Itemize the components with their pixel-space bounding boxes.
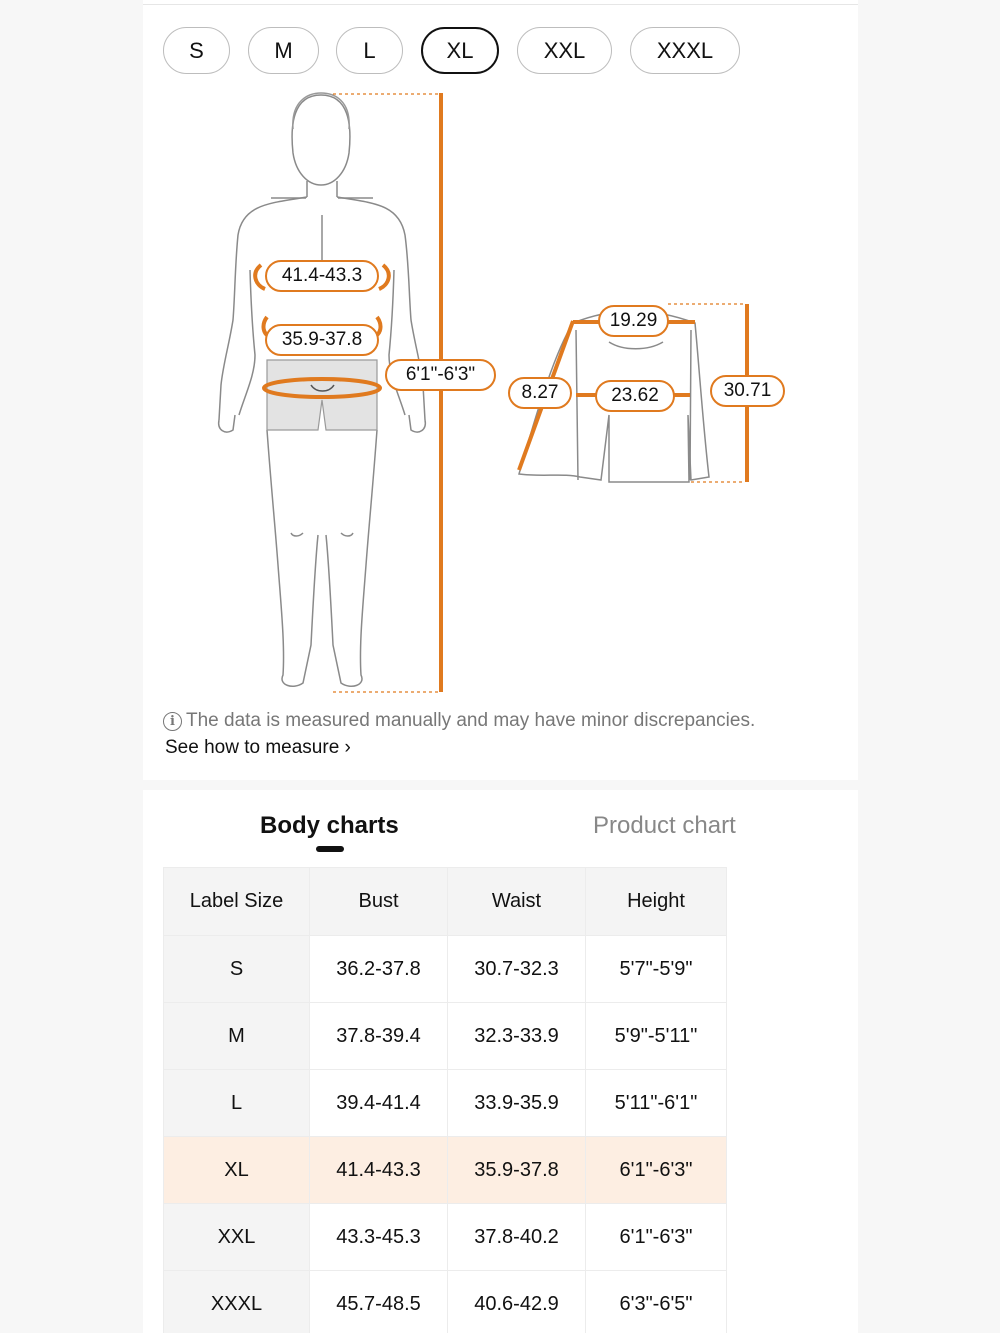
cell-waist: 33.9-35.9 — [448, 1070, 586, 1137]
cell-size: M — [164, 1003, 310, 1070]
cell-size: XL — [164, 1137, 310, 1204]
size-option-s[interactable]: S — [163, 27, 230, 74]
divider — [143, 4, 858, 5]
size-option-xxxl[interactable]: XXXL — [630, 27, 740, 74]
cell-bust: 43.3-45.3 — [310, 1204, 448, 1271]
chest-label: 23.62 — [595, 380, 675, 412]
tab-body-charts[interactable]: Body charts — [260, 812, 399, 839]
size-guide-panel — [143, 0, 858, 780]
cell-size: S — [164, 936, 310, 1003]
info-icon: i — [163, 712, 182, 731]
cell-bust: 36.2-37.8 — [310, 936, 448, 1003]
cell-height: 5'11"-6'1" — [586, 1070, 727, 1137]
see-how-to-measure-link[interactable] — [165, 737, 351, 759]
cell-waist: 32.3-33.9 — [448, 1003, 586, 1070]
measurement-note-text: The data is measured manually and may have minor discrepancies. — [186, 710, 756, 731]
table-header-row — [164, 868, 727, 936]
cell-waist: 30.7-32.3 — [448, 936, 586, 1003]
size-option-xxl[interactable]: XXL — [517, 27, 612, 74]
header-bust: Bust — [310, 868, 448, 936]
shoulder-label: 19.29 — [598, 305, 669, 337]
cell-bust: 41.4-43.3 — [310, 1137, 448, 1204]
length-label: 30.71 — [710, 375, 785, 407]
header-label-size: Label Size — [164, 868, 310, 936]
cell-size: XXXL — [164, 1271, 310, 1333]
header-height: Height — [586, 868, 727, 936]
table-row — [164, 1070, 727, 1137]
measure-link-label: See how to measure — [165, 737, 340, 758]
cell-height: 6'3"-6'5" — [586, 1271, 727, 1333]
chevron-right-icon: › — [344, 737, 351, 758]
measurement-note — [163, 710, 755, 732]
cell-waist: 35.9-37.8 — [448, 1137, 586, 1204]
cell-bust: 45.7-48.5 — [310, 1271, 448, 1333]
table-row-selected — [164, 1137, 727, 1204]
cell-waist: 40.6-42.9 — [448, 1271, 586, 1333]
cell-waist: 37.8-40.2 — [448, 1204, 586, 1271]
size-table — [163, 867, 727, 1333]
size-option-l[interactable]: L — [336, 27, 403, 74]
sleeve-label: 8.27 — [508, 377, 572, 409]
tab-product-chart[interactable]: Product chart — [593, 812, 736, 839]
table-row — [164, 1271, 727, 1333]
header-waist: Waist — [448, 868, 586, 936]
size-option-xl[interactable]: XL — [421, 27, 499, 74]
size-chart-panel — [143, 790, 858, 1333]
table-row — [164, 1003, 727, 1070]
waist-label: 35.9-37.8 — [265, 324, 379, 356]
cell-height: 6'1"-6'3" — [586, 1204, 727, 1271]
table-row — [164, 936, 727, 1003]
table-row — [164, 1204, 727, 1271]
cell-size: XXL — [164, 1204, 310, 1271]
cell-height: 6'1"-6'3" — [586, 1137, 727, 1204]
cell-bust: 37.8-39.4 — [310, 1003, 448, 1070]
cell-height: 5'9"-5'11" — [586, 1003, 727, 1070]
height-label: 6'1"-6'3" — [385, 359, 496, 391]
cell-height: 5'7"-5'9" — [586, 936, 727, 1003]
cell-size: L — [164, 1070, 310, 1137]
bust-label: 41.4-43.3 — [265, 260, 379, 292]
cell-bust: 39.4-41.4 — [310, 1070, 448, 1137]
active-tab-indicator — [316, 846, 344, 852]
size-option-m[interactable]: M — [248, 27, 319, 74]
